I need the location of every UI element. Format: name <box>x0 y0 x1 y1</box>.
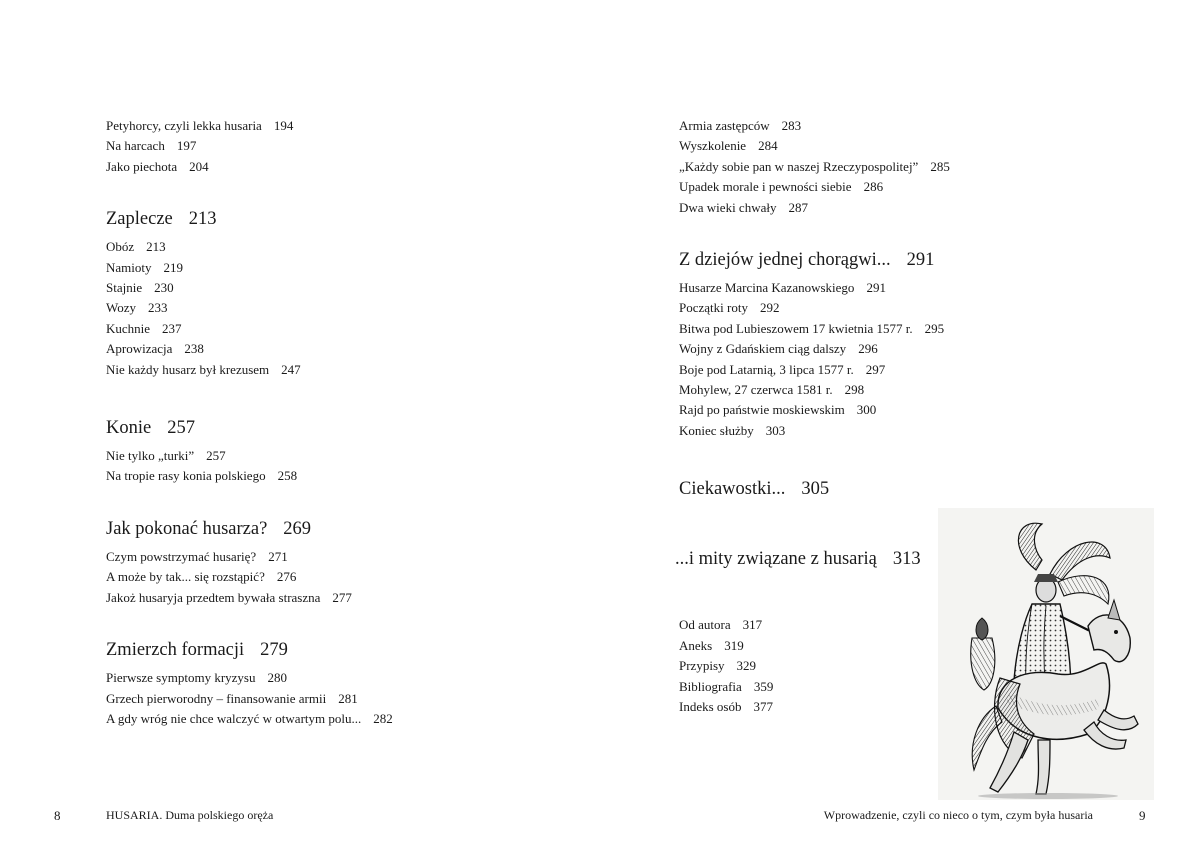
chapter-page: 291 <box>906 250 935 271</box>
toc-entry[interactable] <box>106 258 576 278</box>
entry-page: 287 <box>788 199 808 215</box>
toc-entry[interactable] <box>106 237 576 257</box>
toc-entry[interactable] <box>679 360 1159 380</box>
entry-page: 298 <box>844 382 865 398</box>
entry-title: Indeks osób <box>679 698 742 714</box>
toc-section-z-dziejow-jednej-chorągwi <box>679 248 1159 441</box>
entry-title: Nie każdy husarz był krezusem <box>106 361 270 377</box>
toc-entry[interactable] <box>106 446 576 466</box>
left-toc-column <box>106 116 576 729</box>
toc-entry[interactable] <box>106 339 576 359</box>
entry-page: 276 <box>276 569 297 585</box>
toc-section-zmierzch-formacji <box>106 638 576 729</box>
entry-title: A gdy wróg nie chce walczyć w otwartym polu... <box>106 710 362 726</box>
entry-title: Od autora <box>679 617 731 633</box>
toc-entry[interactable] <box>679 319 1159 339</box>
chapter-entries <box>106 547 576 608</box>
chapter-heading[interactable] <box>679 477 1159 501</box>
toc-section-jak-pokonac-husarza <box>106 517 576 608</box>
toc-entry[interactable] <box>679 339 1159 359</box>
entry-page: 300 <box>856 402 877 418</box>
toc-entry[interactable] <box>106 547 576 567</box>
chapter-title: Ciekawostki... <box>679 479 786 500</box>
entry-page: 285 <box>930 158 950 174</box>
entry-page: 237 <box>162 320 182 336</box>
entry-page: 194 <box>273 118 294 133</box>
entry-title: Stajnie <box>106 280 143 296</box>
entry-title: Rajd po państwie moskiewskim <box>679 402 845 418</box>
entry-title: Husarze Marcina Kazanowskiego <box>679 280 855 296</box>
entry-page: 281 <box>338 690 358 706</box>
entry-title: Kuchnie <box>106 320 151 336</box>
entry-title: A może by tak... się rozstąpić? <box>106 569 265 585</box>
entry-title: Aneks <box>679 637 713 653</box>
toc-entry[interactable] <box>106 278 576 298</box>
toc-entry[interactable] <box>679 400 1159 420</box>
entry-title: Przypisy <box>679 658 725 674</box>
chapter-page: 213 <box>188 209 217 230</box>
toc-entry[interactable] <box>679 157 1159 177</box>
chapter-entries <box>106 237 576 380</box>
toc-entry[interactable] <box>679 177 1159 197</box>
toc-entry[interactable] <box>106 567 576 587</box>
entry-page: 284 <box>758 138 778 154</box>
entry-title: Czym powstrzymać husarię? <box>106 548 257 564</box>
toc-entry[interactable] <box>106 116 576 136</box>
chapter-heading[interactable] <box>106 416 576 440</box>
entry-page: 296 <box>858 341 878 357</box>
toc-section-konie <box>106 416 576 487</box>
entry-title: Bibliografia <box>679 678 742 694</box>
entry-page: 277 <box>332 589 352 605</box>
toc-entry[interactable] <box>679 116 1159 136</box>
running-title-right: Wprowadzenie, czyli co nieco o tym, czym była husaria <box>823 808 1093 822</box>
chapter-heading[interactable] <box>106 207 576 231</box>
running-title-left: HUSARIA. Duma polskiego oręża <box>106 808 274 822</box>
entry-page: 247 <box>281 361 301 377</box>
toc-section-zaplecze <box>106 207 576 380</box>
entry-title: „Każdy sobie pan w naszej Rzeczypospolitej” <box>679 158 919 174</box>
entry-title: Bitwa pod Lubieszowem 17 kwietnia 1577 r. <box>679 320 913 336</box>
entry-page: 257 <box>206 448 226 464</box>
entry-title: Koniec służby <box>679 422 754 438</box>
entry-title: Wojny z Gdańskiem ciąg dalszy <box>679 341 847 357</box>
entry-title: Wozy <box>106 300 136 316</box>
entry-title: Na harcach <box>106 138 165 154</box>
toc-entry[interactable] <box>679 380 1159 400</box>
chapter-title: Jak pokonać husarza? <box>106 518 268 539</box>
entry-title: Wyszkolenie <box>679 138 747 154</box>
entry-page: 319 <box>724 637 744 653</box>
chapter-title: Z dziejów jednej chorągwi... <box>679 250 891 271</box>
page-number-right: 9 <box>1139 808 1146 823</box>
entry-page: 292 <box>759 300 780 316</box>
entry-title: Boje pod Latarnią, 3 lipca 1577 r. <box>679 361 854 377</box>
entry-title: Jako piechota <box>106 158 178 174</box>
entry-title: Mohylew, 27 czerwca 1581 r. <box>679 382 833 398</box>
entry-page: 238 <box>184 341 204 357</box>
entry-title: Aprowizacja <box>106 341 173 357</box>
entry-page: 303 <box>765 422 786 438</box>
entry-page: 197 <box>176 138 197 154</box>
left-top-entries <box>106 116 576 177</box>
toc-entry[interactable] <box>106 360 576 380</box>
toc-entry[interactable] <box>106 319 576 339</box>
entry-title: Upadek morale i pewności siebie <box>679 179 852 195</box>
chapter-page: 313 <box>892 549 921 570</box>
toc-section-ciekawostki <box>679 477 1159 501</box>
entry-page: 329 <box>736 658 756 674</box>
chapter-entries <box>106 668 576 729</box>
chapter-heading[interactable] <box>679 248 1159 272</box>
toc-entry[interactable] <box>106 157 576 177</box>
entry-page: 317 <box>742 617 763 633</box>
entry-page: 282 <box>373 710 393 726</box>
chapter-page: 279 <box>260 640 288 661</box>
toc-entry[interactable] <box>679 421 1159 441</box>
entry-page: 271 <box>268 548 288 564</box>
entry-page: 286 <box>863 179 884 195</box>
entry-page: 219 <box>163 259 183 275</box>
chapter-entries <box>106 446 576 487</box>
entry-title: Namioty <box>106 259 152 275</box>
entry-page: 233 <box>148 300 168 316</box>
chapter-heading[interactable] <box>106 517 576 541</box>
chapter-title: Konie <box>106 418 152 439</box>
toc-entry[interactable] <box>106 136 576 156</box>
entry-page: 377 <box>753 698 773 714</box>
right-top-entries <box>679 116 1159 218</box>
entry-page: 283 <box>781 118 802 133</box>
entry-page: 297 <box>865 361 886 377</box>
entry-page: 291 <box>866 280 886 296</box>
toc-entry[interactable] <box>106 689 576 709</box>
hussar-rider-engraving-icon <box>938 508 1154 800</box>
entry-title: Petyhorcy, czyli lekka husaria <box>106 118 262 133</box>
entry-page: 280 <box>267 670 287 686</box>
entry-title: Dwa wieki chwały <box>679 199 777 215</box>
chapter-page: 257 <box>167 418 195 439</box>
chapter-title: Zaplecze <box>106 209 173 230</box>
toc-entry[interactable] <box>106 466 576 486</box>
chapter-page: 269 <box>283 518 312 539</box>
page-number-left: 8 <box>54 808 61 823</box>
entry-title: Pierwsze symptomy kryzysu <box>106 670 256 686</box>
toc-entry[interactable] <box>679 298 1159 318</box>
right-page <box>600 0 1200 864</box>
entry-page: 295 <box>924 320 945 336</box>
toc-entry[interactable] <box>106 588 576 608</box>
entry-title: Jakoż husaryja przedtem bywała straszna <box>106 589 321 605</box>
entry-title: Obóz <box>106 239 135 255</box>
toc-entry[interactable] <box>106 709 576 729</box>
chapter-title: Zmierzch formacji <box>106 640 245 661</box>
entry-page: 213 <box>146 239 166 255</box>
entry-page: 359 <box>753 678 774 694</box>
toc-entry[interactable] <box>679 278 1159 298</box>
entry-title: Armia zastępców <box>679 118 770 133</box>
entry-page: 204 <box>189 158 209 174</box>
entry-page: 258 <box>277 468 298 484</box>
entry-page: 230 <box>154 280 174 296</box>
toc-entry[interactable] <box>679 198 1159 218</box>
chapter-heading[interactable] <box>106 638 576 662</box>
chapter-entries <box>679 278 1159 441</box>
entry-title: Na tropie rasy konia polskiego <box>106 468 266 484</box>
chapter-page: 305 <box>801 479 830 500</box>
entry-title: Początki roty <box>679 300 748 316</box>
entry-title: Grzech pierworodny – finansowanie armii <box>106 690 327 706</box>
toc-entry[interactable] <box>679 136 1159 156</box>
toc-entry[interactable] <box>106 668 576 688</box>
toc-entry[interactable] <box>106 298 576 318</box>
chapter-title: ...i mity związane z husarią <box>675 549 877 570</box>
entry-title: Nie tylko „turki” <box>106 448 195 464</box>
